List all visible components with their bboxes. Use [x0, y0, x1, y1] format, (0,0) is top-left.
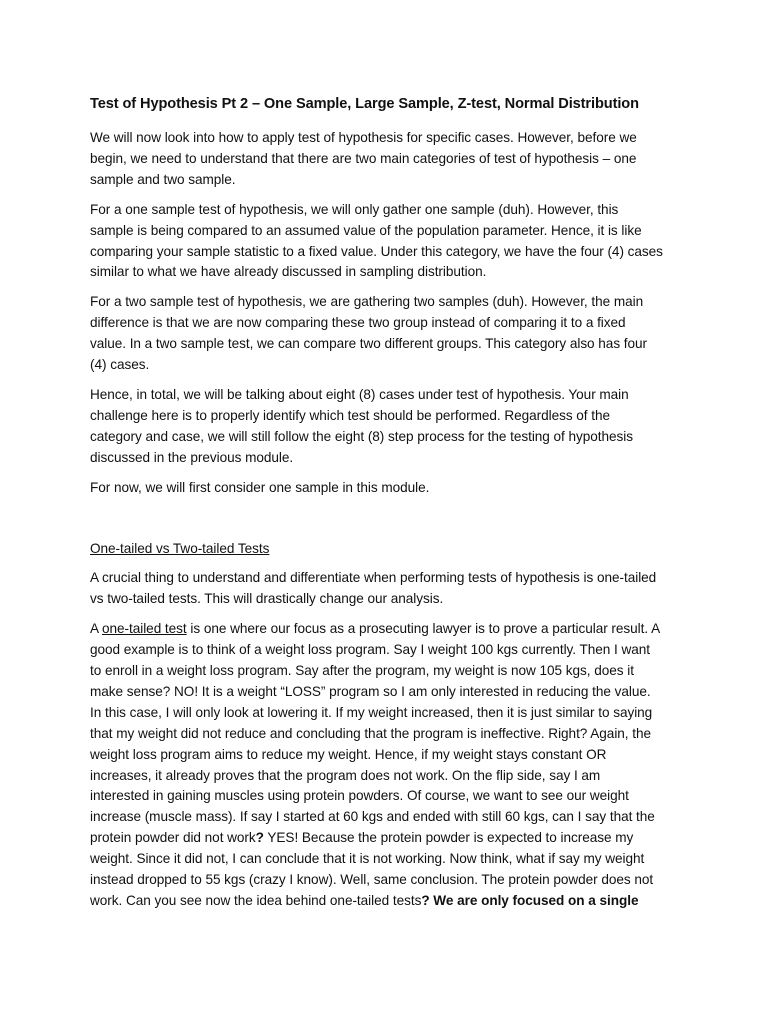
- paragraph-eight-cases: Hence, in total, we will be talking about eight (8) cases under test of hypothesis. Your main challenge here is to properly identify which test should be performed. Regardless of the category and case, we will still follow the eight (8) step process for the testing of hypothesis discussed in the previous module.: [90, 386, 634, 465]
- paragraph-categories-intro: We will now look into how to apply test of hypothesis for specific cases. However, before we begin, we need to understand that there are two main categories of test of hypothesis – one sample and two sample.: [90, 130, 637, 187]
- paragraph-crucial-thing: A crucial thing to understand and differentiate when performing tests of hypothesis is one-tailed vs two-tailed tests. This will drastically change our analysis.: [90, 570, 657, 607]
- paragraph-one-sample: For a one sample test of hypothesis, we will only gather one sample (duh). However, this sample is being compared to an assumed value of the population parameter. Hence, it is like comparing your sample statistic to a fixed value. Under this category, we have the four (4) cases similar to what we have already discussed in sampling distribution.: [90, 201, 663, 280]
- term-one-tailed-test: one-tailed test: [102, 621, 187, 637]
- text-middle: YES! Because the protein powder is expected to increase my weight. Since it did not, I can conclude that it is not working. Now think, what if say my weight instead dropped to 55 kgs (crazy I know). Well, same conclusion. The protein powder does not work. Can you see now the idea behind one-tailed tests: [90, 830, 654, 908]
- bold-closing-text: We are only focused on a single: [429, 893, 639, 908]
- blank-line: [90, 508, 663, 539]
- section-heading: [90, 539, 663, 560]
- document-title: Test of Hypothesis Pt 2 – One Sample, Large Sample, Z-test, Normal Distribution: [90, 96, 639, 112]
- section-heading-text: One-tailed vs Two-tailed Tests: [90, 540, 270, 556]
- bold-question-mark-1: ?: [255, 830, 264, 846]
- text-prefix: A: [90, 621, 102, 637]
- paragraph-for-now: For now, we will first consider one sample in this module.: [90, 479, 430, 495]
- paragraph-two-sample: For a two sample test of hypothesis, we are gathering two samples (duh). However, the main difference is that we are now comparing these two group instead of comparing it to a fixed value. In a two sample test, we can compare two different groups. This category also has four (4) cases.: [90, 294, 648, 373]
- paragraph-one-tailed-explanation: [90, 619, 663, 912]
- bold-question-mark-2: ?: [421, 893, 430, 908]
- text-body: is one where our focus as a prosecuting lawyer is to prove a particular result. A good example is to think of a weight loss program. Say I weight 100 kgs currently. Then I want to enroll in a weight loss program. Say after the program, my weight is now 105 kgs, does it make sense? NO! It is a weight “LOSS” program so I am only interested in reducing the value. In this case, I will only look at lowering it. If my weight increased, then it is just similar to saying that my weight did not reduce and concluding that the program is ineffective. Right? Again, the weight loss program aims to reduce my weight. Hence, if my weight stays constant OR increases, it already proves that the program does not work. On the flip side, say I am interested in gaining muscles using protein powders. Of course, we want to see our weight increase (muscle mass). If say I started at 60 kgs and ended with still 60 kgs, can I say that the protein powder did not work: [90, 621, 660, 846]
